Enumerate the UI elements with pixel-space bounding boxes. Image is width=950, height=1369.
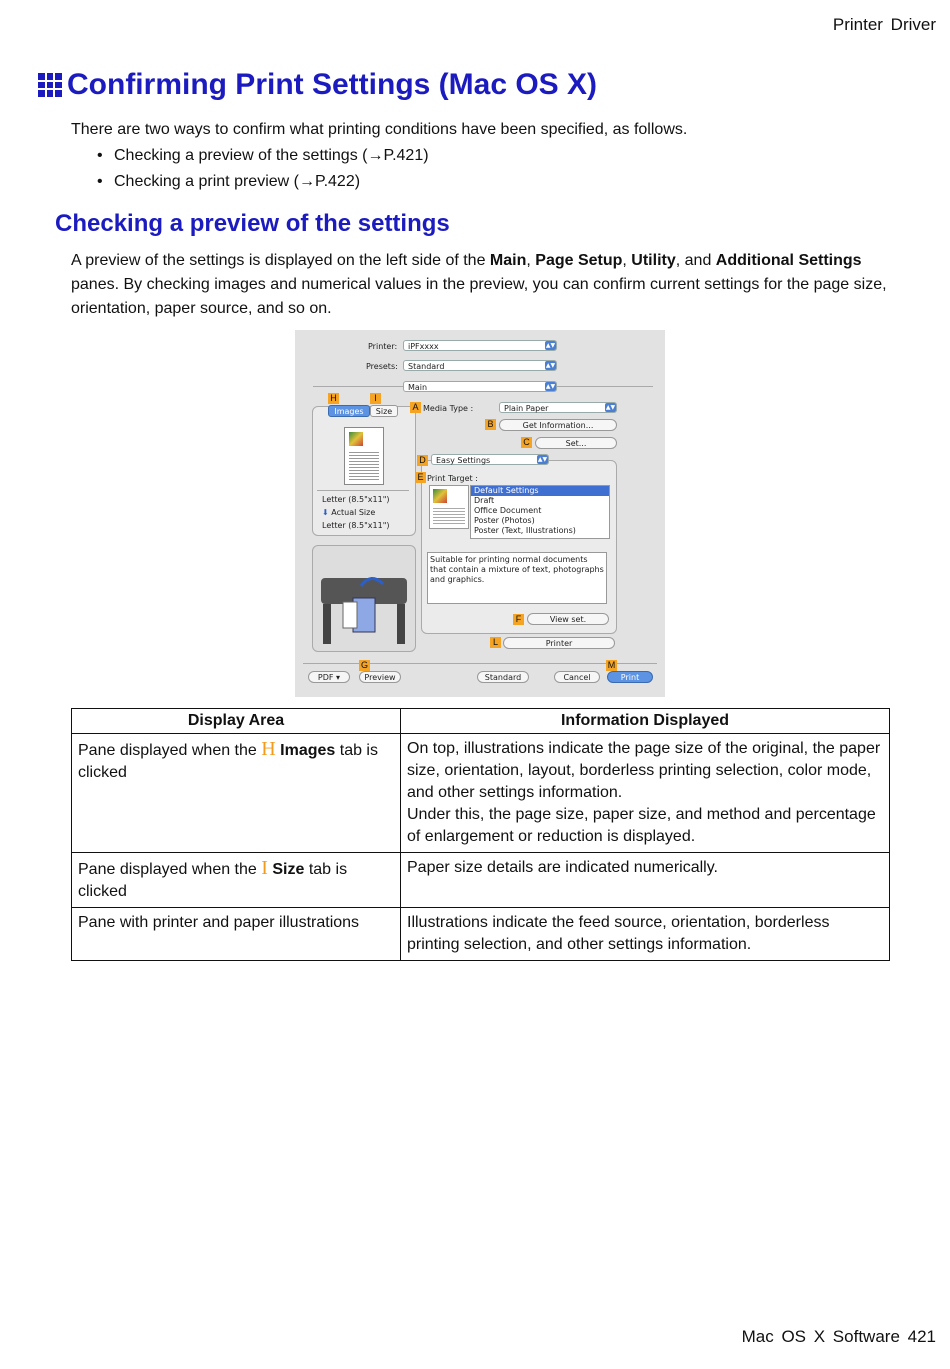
bullet-item: • Checking a preview of the settings (→P.421) bbox=[97, 147, 429, 164]
list-item[interactable]: Default Settings bbox=[471, 486, 609, 496]
divider bbox=[303, 663, 657, 664]
standard-button[interactable]: Standard bbox=[477, 671, 529, 683]
page-footer: Mac OS X Software 421 bbox=[741, 1327, 936, 1346]
callout-d: D bbox=[417, 455, 428, 466]
list-item[interactable]: Office Document bbox=[474, 506, 542, 515]
table-row bbox=[72, 908, 890, 961]
bullet-item: • Checking a print preview (→P.422) bbox=[97, 173, 361, 190]
list-item[interactable]: Draft bbox=[474, 496, 495, 505]
bullet-text: Checking a print preview (→P.422) bbox=[114, 173, 361, 190]
printer-button[interactable]: Printer bbox=[503, 637, 615, 649]
print-dialog-screenshot bbox=[295, 330, 665, 697]
body-paragraph: A preview of the settings is displayed on the left side of the Main, Page Setup, Utility, and Additional Settings panes. By checking images and numerical values in the preview, you can confirm current settings for the page size, orientation, paper source, and so on. bbox=[71, 252, 887, 317]
section-title: Checking a preview of the settings bbox=[55, 210, 450, 237]
info-cell: On top, illustrations indicate the page size of the original, the paper size, orientation, layout, borderless printing selection, color mode, and other settings information. Under this, the page size, paper size, and method and percentage of enlargement or reduction is displayed. bbox=[401, 734, 890, 853]
print-button[interactable]: Print bbox=[607, 671, 653, 683]
presets-label: Presets: bbox=[366, 362, 398, 371]
column-header: Display Area bbox=[72, 709, 401, 734]
print-target-list[interactable] bbox=[470, 485, 610, 539]
printer-select[interactable]: iPFxxxx ▲▼ bbox=[403, 340, 557, 351]
printer-illustration-pane bbox=[312, 545, 416, 652]
callout-l: L bbox=[490, 637, 501, 648]
callout-h: H bbox=[328, 393, 339, 404]
view-set-button[interactable]: View set. bbox=[527, 613, 609, 625]
section-grid-icon bbox=[38, 73, 62, 97]
page-title bbox=[38, 68, 597, 102]
display-area-cell: Pane displayed when the H Images tab is clicked bbox=[72, 734, 401, 853]
callout-m: M bbox=[607, 660, 616, 670]
list-item[interactable]: Poster (Text, Illustrations) bbox=[474, 526, 576, 535]
arrow-down-icon: ⬇ bbox=[322, 508, 329, 517]
media-type-select[interactable]: Plain Paper ▲▼ bbox=[499, 402, 617, 413]
chevron-down-icon: ▲▼ bbox=[545, 342, 556, 349]
target-thumbnail bbox=[429, 485, 469, 529]
display-area-cell: Pane displayed when the I Size tab is clicked bbox=[72, 853, 401, 908]
column-header: Information Displayed bbox=[401, 709, 890, 734]
info-cell: Illustrations indicate the feed source, orientation, borderless printing selection, and other settings information. bbox=[401, 908, 890, 961]
table-row bbox=[72, 853, 890, 908]
chevron-down-icon: ▲▼ bbox=[545, 383, 556, 390]
display-area-table bbox=[71, 708, 890, 961]
page-title-text: Confirming Print Settings (Mac OS X) bbox=[67, 68, 598, 101]
set-button[interactable]: Set... bbox=[535, 437, 617, 449]
description-box: Suitable for printing normal documents that contain a mixture of text, photographs and graphics. bbox=[427, 552, 607, 604]
cancel-button[interactable]: Cancel bbox=[554, 671, 600, 683]
presets-select[interactable]: Standard ▲▼ bbox=[403, 360, 557, 371]
divider bbox=[317, 490, 409, 491]
tab-size[interactable]: Size bbox=[370, 405, 398, 417]
table-row bbox=[72, 734, 890, 853]
chevron-down-icon: ▲▼ bbox=[537, 456, 548, 463]
chevron-down-icon: ▲▼ bbox=[545, 362, 556, 369]
bullet-text: Checking a preview of the settings (→P.421) bbox=[114, 147, 429, 164]
pdf-button[interactable]: PDF ▾ bbox=[308, 671, 350, 683]
easy-settings-select[interactable]: Easy Settings ▲▼ bbox=[431, 454, 549, 465]
printer-label: Printer: bbox=[368, 342, 398, 351]
callout-i: I bbox=[370, 393, 381, 404]
callout-letter: I bbox=[261, 857, 268, 879]
callout-g: G bbox=[360, 660, 368, 670]
table-header-row bbox=[72, 709, 890, 734]
callout-b: B bbox=[485, 419, 496, 430]
size-paper: Letter (8.5"x11") bbox=[322, 521, 390, 530]
size-original: Letter (8.5"x11") bbox=[322, 495, 390, 504]
display-area-cell: Pane with printer and paper illustrations bbox=[72, 908, 401, 961]
tab-images[interactable]: Images bbox=[328, 405, 370, 417]
print-target-label: Print Target : bbox=[427, 474, 478, 483]
preview-button[interactable]: Preview bbox=[359, 671, 401, 683]
printer-illustration-icon bbox=[313, 546, 415, 651]
intro-text: There are two ways to confirm what printing conditions have been specified, as follows. bbox=[71, 121, 688, 138]
list-item[interactable]: Poster (Photos) bbox=[474, 516, 535, 525]
callout-f: F bbox=[513, 614, 524, 625]
chevron-down-icon: ▲▼ bbox=[605, 404, 616, 411]
callout-e: E bbox=[415, 472, 426, 483]
page-preview-image bbox=[344, 427, 384, 485]
pane-select[interactable]: Main ▲▼ bbox=[403, 381, 557, 392]
media-type-label: Media Type : bbox=[423, 404, 474, 413]
callout-a: A bbox=[410, 402, 421, 413]
get-information-button[interactable]: Get Information... bbox=[499, 419, 617, 431]
scale-method: ⬇ Actual Size bbox=[322, 508, 376, 517]
info-cell: Paper size details are indicated numerically. bbox=[401, 853, 890, 908]
callout-letter: H bbox=[261, 738, 276, 760]
callout-c: C bbox=[521, 437, 532, 448]
running-header: Printer Driver bbox=[832, 15, 936, 34]
